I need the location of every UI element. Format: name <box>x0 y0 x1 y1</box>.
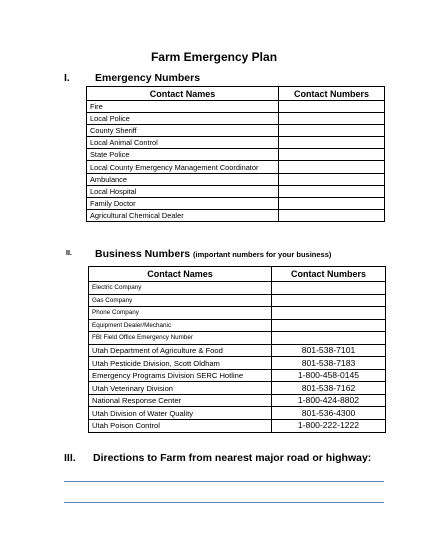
table-row <box>89 407 386 420</box>
section-2-subtitle: (important numbers for your business) <box>193 250 332 259</box>
contact-name-cell: County Sheriff <box>87 125 279 137</box>
col-header-contact-numbers: Contact Numbers <box>279 87 385 101</box>
section-3-heading: Directions to Farm from nearest major road or highway: <box>93 452 372 464</box>
table-row <box>87 209 385 221</box>
contact-name-cell: Family Doctor <box>87 197 279 209</box>
contact-number-cell[interactable] <box>272 332 386 345</box>
contact-number-cell[interactable] <box>279 173 385 185</box>
table-row <box>87 149 385 161</box>
contact-name-cell: Local Animal Control <box>87 137 279 149</box>
table-row <box>87 197 385 209</box>
table-row <box>87 173 385 185</box>
table-row <box>89 420 386 433</box>
contact-name-cell: Local Hospital <box>87 185 279 197</box>
table-row <box>87 185 385 197</box>
section-2-title: Business Numbers <box>95 248 191 260</box>
contact-number-cell[interactable] <box>272 319 386 332</box>
section-3-numeral: III. <box>64 452 76 464</box>
directions-line-2[interactable] <box>64 502 384 503</box>
emergency-numbers-table <box>86 86 385 222</box>
table-row <box>89 319 386 332</box>
table-row <box>89 357 386 370</box>
contact-number-cell[interactable] <box>279 209 385 221</box>
contact-number-cell[interactable] <box>279 197 385 209</box>
table-row <box>89 332 386 345</box>
contact-number-cell: 1-800-458-0145 <box>272 369 386 382</box>
table-row <box>87 137 385 149</box>
business-numbers-table <box>88 266 386 433</box>
table-row <box>89 344 386 357</box>
table-row <box>89 369 386 382</box>
col-header-contact-names: Contact Names <box>87 87 279 101</box>
contact-number-cell: 801-536-4300 <box>272 407 386 420</box>
contact-name-cell: Utah Poison Control <box>89 420 272 433</box>
table-row <box>87 125 385 137</box>
contact-name-cell: Utah Department of Agriculture & Food <box>89 344 272 357</box>
contact-name-cell: Gas Company <box>89 294 272 307</box>
table-row <box>89 394 386 407</box>
contact-name-cell: Fire <box>87 101 279 113</box>
table-row <box>89 282 386 295</box>
contact-number-cell: 801-538-7183 <box>272 357 386 370</box>
contact-name-cell: National Response Center <box>89 394 272 407</box>
contact-name-cell: Utah Veterinary Division <box>89 382 272 395</box>
contact-number-cell: 1-800-222-1222 <box>272 420 386 433</box>
table-row <box>87 161 385 173</box>
col-header-contact-numbers: Contact Numbers <box>272 267 386 282</box>
contact-number-cell[interactable] <box>272 282 386 295</box>
directions-line-1[interactable] <box>64 481 384 482</box>
table-row <box>87 113 385 125</box>
contact-name-cell: Phone Company <box>89 307 272 320</box>
contact-name-cell: Local Police <box>87 113 279 125</box>
contact-number-cell[interactable] <box>279 101 385 113</box>
section-2-heading <box>95 248 331 260</box>
contact-number-cell[interactable] <box>279 125 385 137</box>
page-title: Farm Emergency Plan <box>150 50 278 64</box>
contact-number-cell[interactable] <box>279 161 385 173</box>
contact-number-cell[interactable] <box>272 294 386 307</box>
contact-name-cell: Emergency Programs Division SERC Hotline <box>89 369 272 382</box>
table-row <box>87 101 385 113</box>
section-1-heading: Emergency Numbers <box>95 72 201 84</box>
contact-number-cell: 1-800-424-8802 <box>272 394 386 407</box>
contact-number-cell[interactable] <box>279 185 385 197</box>
contact-number-cell[interactable] <box>279 113 385 125</box>
contact-number-cell[interactable] <box>272 307 386 320</box>
contact-name-cell: FBI Field Office Emergency Number <box>89 332 272 345</box>
col-header-contact-names: Contact Names <box>89 267 272 282</box>
contact-name-cell: State Police <box>87 149 279 161</box>
contact-name-cell: Agricultural Chemical Dealer <box>87 209 279 221</box>
contact-name-cell: Electric Company <box>89 282 272 295</box>
contact-number-cell[interactable] <box>279 137 385 149</box>
contact-name-cell: Utah Pesticide Division, Scott Oldham <box>89 357 272 370</box>
contact-name-cell: Ambulance <box>87 173 279 185</box>
table-row <box>89 307 386 320</box>
contact-name-cell: Utah Division of Water Quality <box>89 407 272 420</box>
section-2-numeral: II. <box>66 250 72 257</box>
contact-number-cell: 801-538-7162 <box>272 382 386 395</box>
contact-name-cell: Equipment Dealer/Mechanic <box>89 319 272 332</box>
table-row <box>89 294 386 307</box>
section-1-numeral: I. <box>64 72 70 84</box>
contact-number-cell[interactable] <box>279 149 385 161</box>
table-row <box>89 382 386 395</box>
contact-name-cell: Local County Emergency Management Coordinator <box>87 161 279 173</box>
contact-number-cell: 801-538-7101 <box>272 344 386 357</box>
